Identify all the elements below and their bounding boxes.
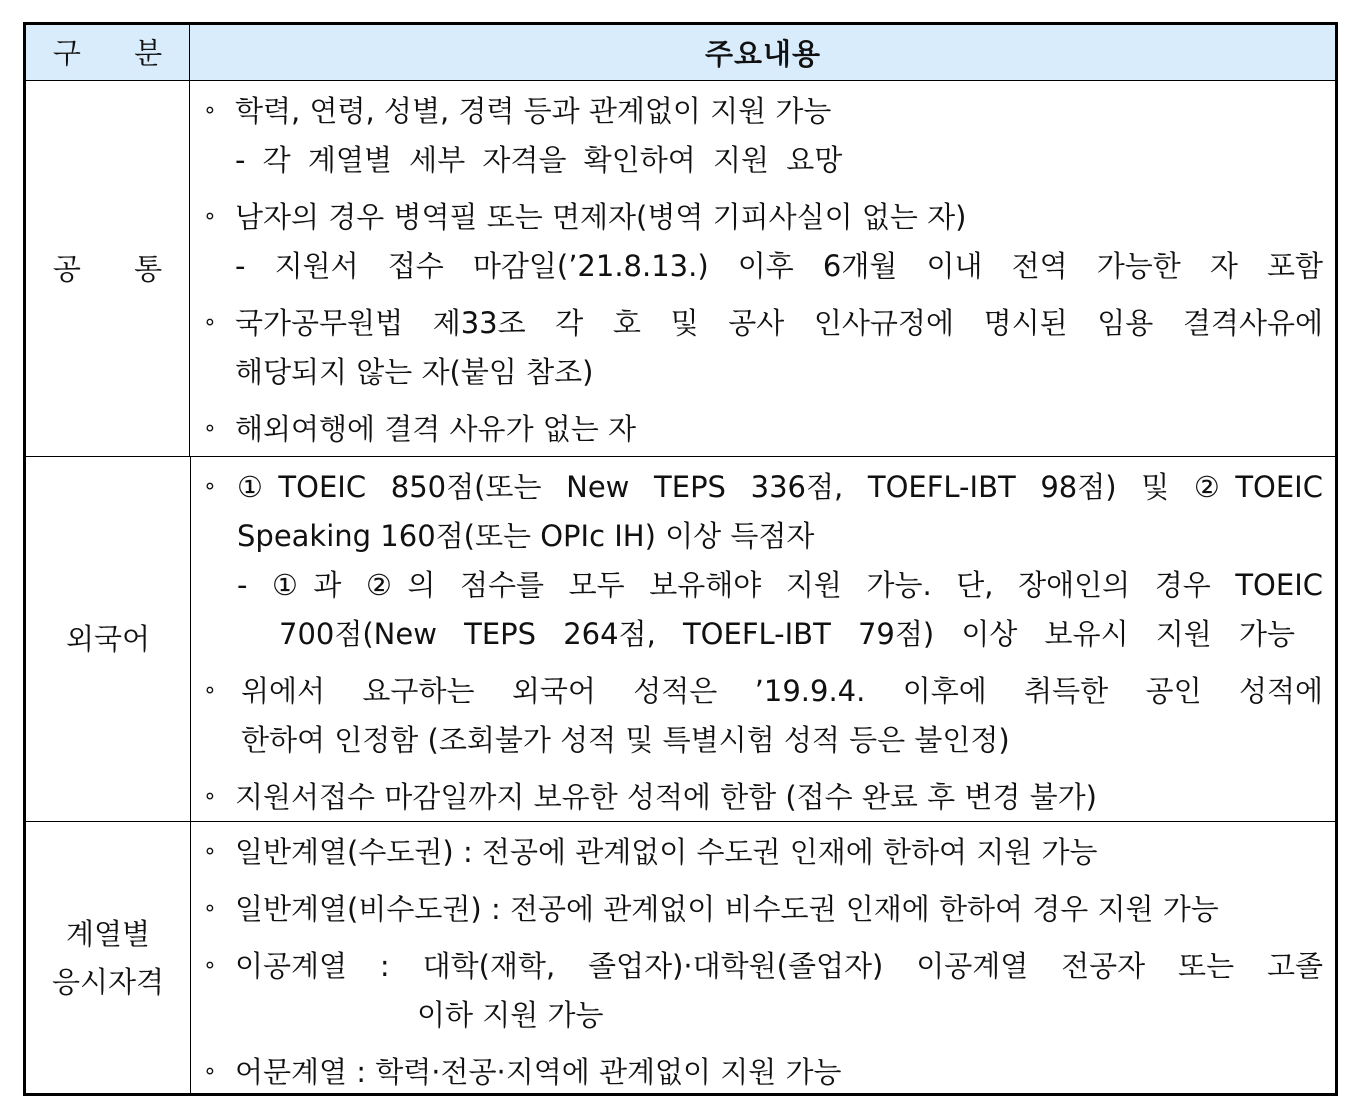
list-item: ∘ 어문계열 : 학력·전공·지역에 관계없이 지원 가능 bbox=[191, 1052, 1323, 1092]
table-header-row bbox=[26, 25, 1335, 81]
list-item: ∘ 일반계열(수도권) : 전공에 관계없이 수도권 인재에 한하여 지원 가능 bbox=[191, 832, 1323, 872]
list-subitem: - 지원서 접수 마감일(’21.8.13.) 이후 6개월 이내 전역 가능한 자 포함 bbox=[235, 249, 1323, 283]
list-item: ∘ 일반계열(비수도권) : 전공에 관계없이 비수도권 인재에 한하여 경우 지원 가능 bbox=[191, 889, 1323, 929]
section-track-qualification bbox=[26, 822, 1335, 1093]
bullet-icon: ∘ bbox=[203, 416, 217, 441]
list-item: ∘ 이공계열 : 대학(재학, 졸업자)·대학원(졸업자) 이공계열 전공자 또는 고졸 bbox=[191, 946, 1323, 986]
category-common: 공 통 bbox=[26, 81, 190, 456]
header-content: 주요내용 bbox=[704, 37, 822, 71]
list-item: ∘ 국가공무원법 제33조 각 호 및 공사 인사규정에 명시된 임용 결격사유에 bbox=[191, 303, 1323, 343]
list-item: ∘ 해외여행에 결격 사유가 없는 자 bbox=[191, 409, 1323, 449]
bullet-icon: ∘ bbox=[203, 204, 217, 229]
list-subitem-continued: 700점(New TEPS 264점, TOEFL-IBT 79점) 이상 보유시 지원 가능 bbox=[279, 617, 1295, 651]
qualification-table bbox=[23, 22, 1338, 1096]
bullet-icon: ∘ bbox=[203, 678, 217, 703]
list-item-continued: Speaking 160점(또는 OPIc IH) 이상 득점자 bbox=[237, 519, 815, 553]
list-item: ∘ 지원서접수 마감일까지 보유한 성적에 한함 (접수 완료 후 변경 불가) bbox=[191, 777, 1323, 817]
list-item: ∘ 학력, 연령, 성별, 경력 등과 관계없이 지원 가능 bbox=[191, 91, 1323, 131]
list-item-continued: 해당되지 않는 자(붙임 참조) bbox=[235, 355, 594, 389]
header-category: 구 분 bbox=[26, 25, 190, 80]
list-subitem: - ①과 ②의 점수를 모두 보유해야 지원 가능. 단, 장애인의 경우 TOEIC bbox=[237, 568, 1323, 602]
list-item-continued: 이하 지원 가능 bbox=[417, 998, 604, 1032]
category-track-qualification: 계열별 응시자격 bbox=[26, 822, 191, 1093]
list-item: ∘ 위에서 요구하는 외국어 성적은 ’19.9.4. 이후에 취득한 공인 성적에 bbox=[191, 671, 1323, 711]
bullet-icon: ∘ bbox=[203, 896, 217, 921]
section-foreign-language bbox=[26, 457, 1335, 822]
section-common-content bbox=[191, 81, 1335, 456]
bullet-icon: ∘ bbox=[203, 98, 217, 123]
list-item: ∘ ①TOEIC 850점(또는 New TEPS 336점, TOEFL-IBT 98점) 및 ②TOEIC bbox=[191, 467, 1323, 507]
bullet-icon: ∘ bbox=[203, 953, 217, 978]
category-foreign-language: 외국어 bbox=[26, 457, 191, 821]
bullet-icon: ∘ bbox=[203, 310, 217, 335]
bullet-icon: ∘ bbox=[203, 1059, 217, 1084]
section-track-qualification-content bbox=[191, 822, 1335, 1093]
section-common bbox=[26, 81, 1335, 457]
list-subitem: - 각 계열별 세부 자격을 확인하여 지원 요망 bbox=[235, 143, 843, 177]
list-item: ∘ 남자의 경우 병역필 또는 면제자(병역 기피사실이 없는 자) bbox=[191, 197, 1323, 237]
bullet-icon: ∘ bbox=[203, 474, 217, 499]
list-item-continued: 한하여 인정함 (조회불가 성적 및 특별시험 성적 등은 불인정) bbox=[241, 723, 1010, 757]
section-foreign-language-content bbox=[191, 457, 1335, 821]
bullet-icon: ∘ bbox=[203, 784, 217, 809]
bullet-icon: ∘ bbox=[203, 839, 217, 864]
